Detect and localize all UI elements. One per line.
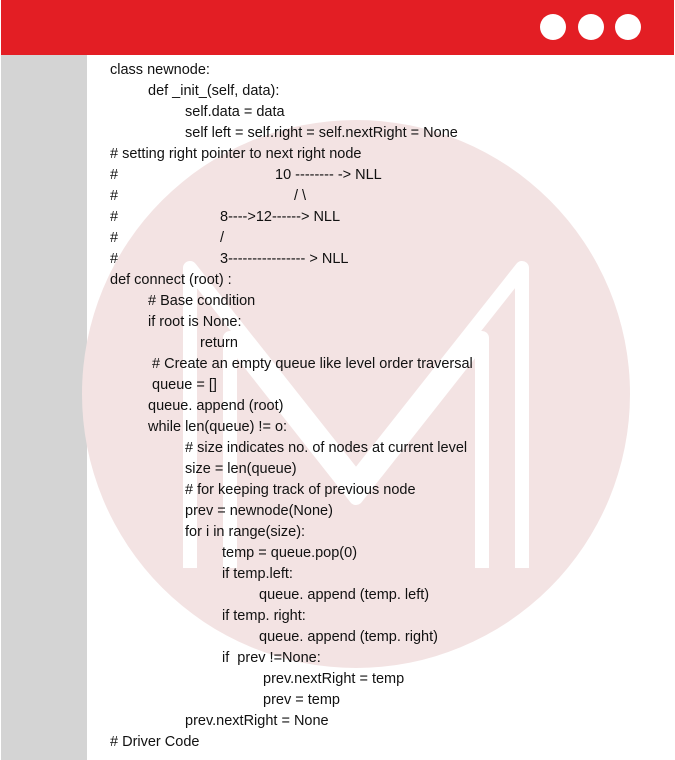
code-line: / \ (294, 188, 307, 204)
code-block (110, 60, 670, 755)
code-line: class newnode: (110, 62, 210, 78)
code-line: if root is None: (148, 314, 242, 330)
code-line: # for keeping track of previous node (185, 482, 416, 498)
code-line: queue. append (root) (148, 398, 284, 414)
code-line: prev.nextRight = temp (263, 671, 405, 687)
window-control-dot-1[interactable] (540, 14, 566, 40)
code-line: # (110, 188, 119, 204)
code-line: # setting right pointer to next right node (110, 146, 362, 162)
code-line: if temp.left: (222, 566, 293, 582)
code-line: size = len(queue) (185, 461, 297, 477)
code-line: if prev !=None: (222, 650, 321, 666)
code-line: def _init_(self, data): (148, 83, 280, 99)
title-bar (1, 0, 674, 55)
code-line: temp = queue.pop(0) (222, 545, 358, 561)
code-line: return (200, 335, 238, 351)
code-line: queue. append (temp. left) (259, 587, 430, 603)
code-line: 3---------------- > NLL (220, 251, 349, 267)
code-line: queue. append (temp. right) (259, 629, 438, 645)
code-line: for i in range(size): (185, 524, 306, 540)
code-line: if temp. right: (222, 608, 306, 624)
code-line: def connect (root) : (110, 272, 232, 288)
window-control-dot-3[interactable] (615, 14, 641, 40)
code-line: prev.nextRight = None (185, 713, 329, 729)
code-line: self.data = data (185, 104, 285, 120)
code-line: # (110, 251, 119, 267)
code-line: # Driver Code (110, 734, 200, 750)
window-control-dot-2[interactable] (578, 14, 604, 40)
code-line: 8---->12------> NLL (220, 209, 341, 225)
code-line: # Base condition (148, 293, 256, 309)
code-line: / (220, 230, 225, 246)
code-line: prev = temp (263, 692, 340, 708)
code-line: 10 -------- -> NLL (275, 167, 382, 183)
code-line: queue = [] (152, 377, 217, 393)
code-line: self left = self.right = self.nextRight = None (185, 125, 458, 141)
code-line: while len(queue) != o: (148, 419, 288, 435)
code-line: # (110, 230, 119, 246)
line-gutter (1, 55, 87, 760)
code-line: # size indicates no. of nodes at current level (185, 440, 468, 456)
code-line: # Create an empty queue like level order traversal (152, 356, 473, 372)
code-line: prev = newnode(None) (185, 503, 333, 519)
code-line: # (110, 209, 119, 225)
code-line: # (110, 167, 119, 183)
